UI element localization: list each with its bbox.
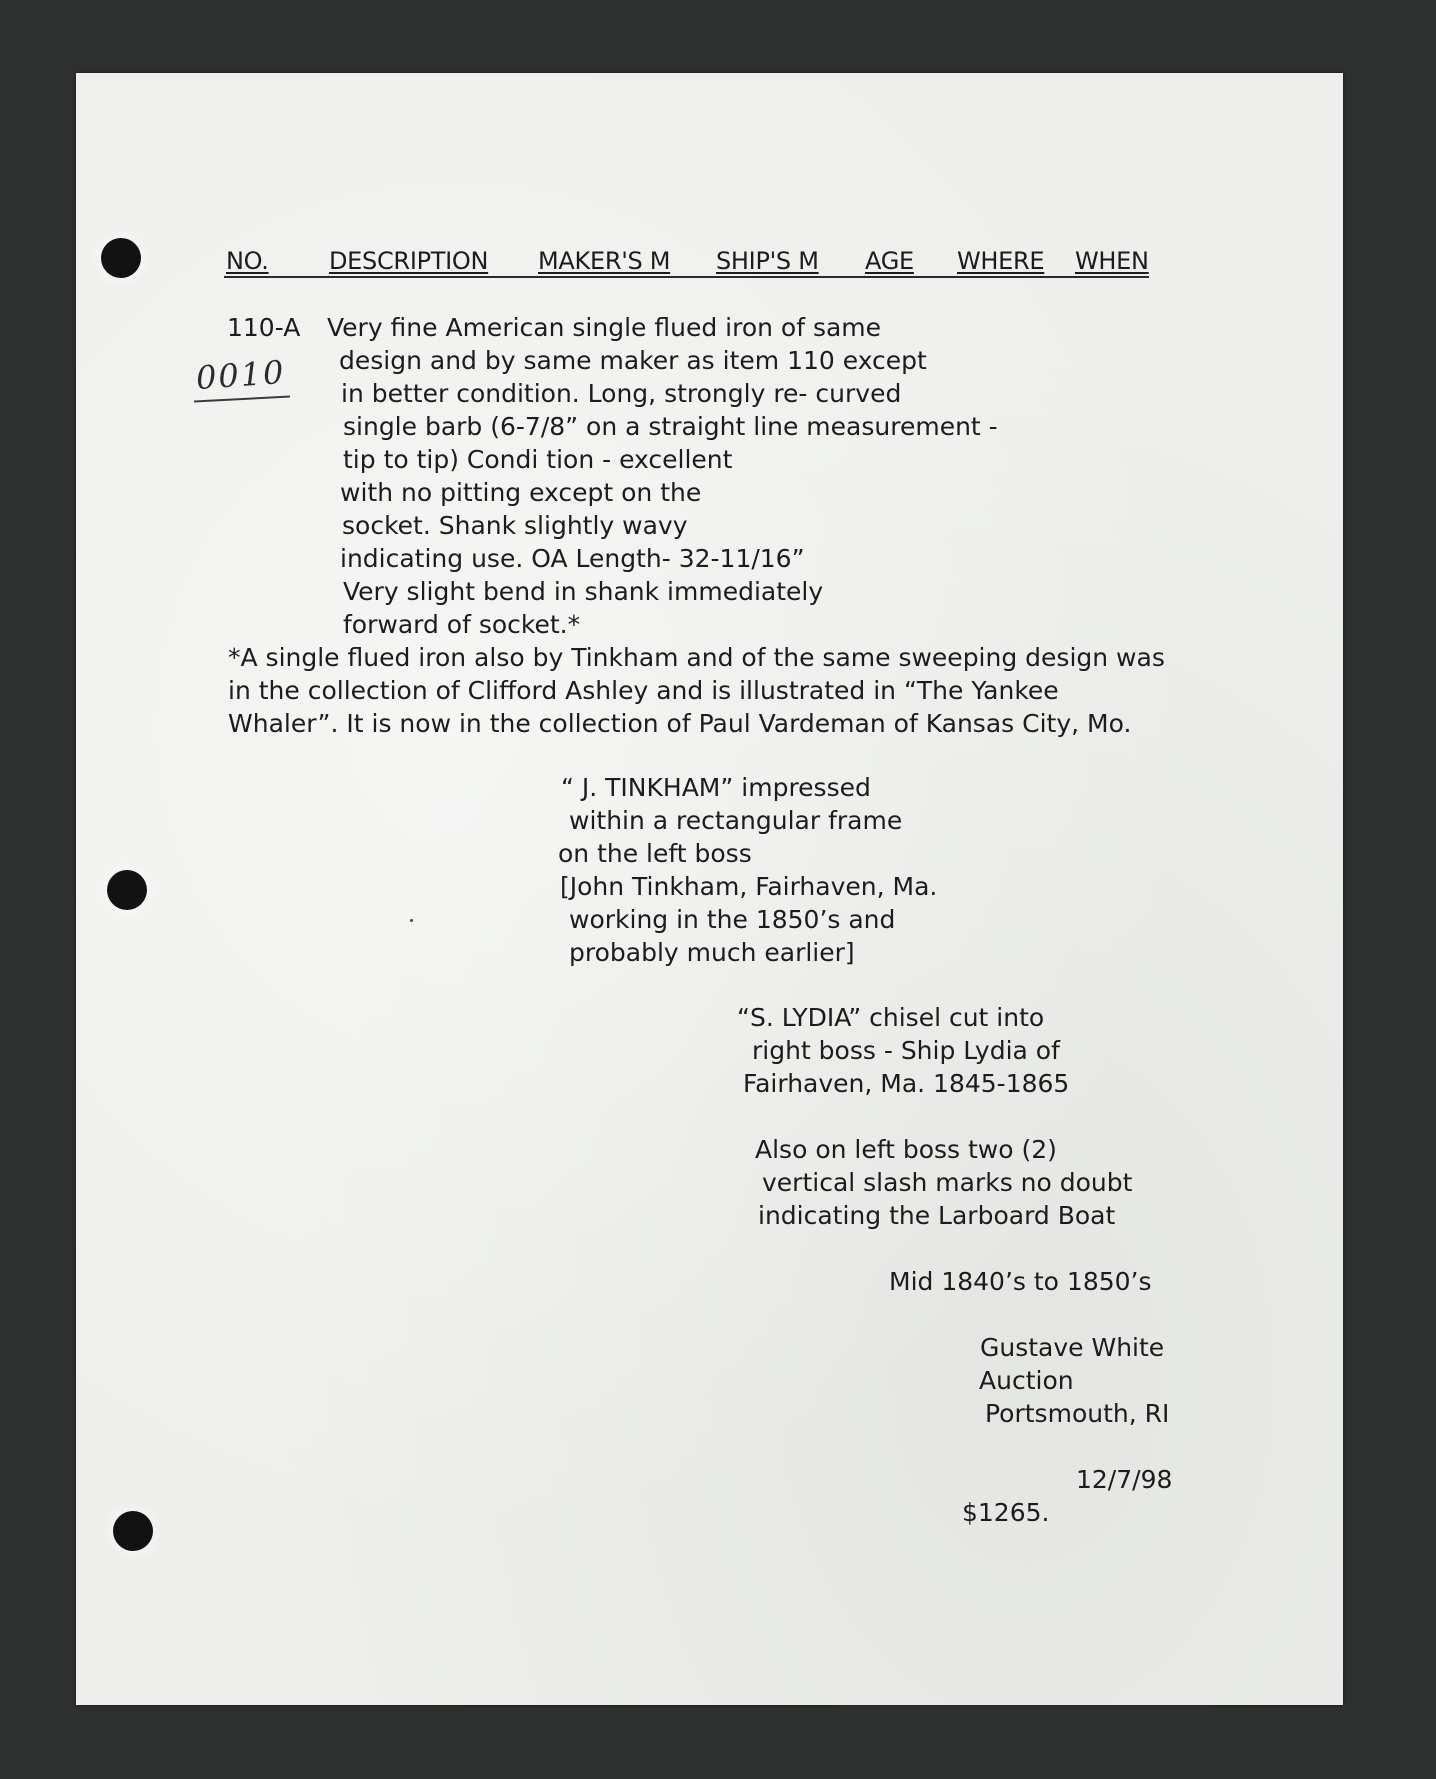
makers-mark-line: within a rectangular frame [569,806,903,835]
description-line: in better condition. Long, strongly re- curved [341,379,902,408]
header-description: DESCRIPTION [329,247,489,275]
where-line: Auction [979,1366,1074,1395]
makers-mark-line: probably much earlier] [569,938,855,967]
description-line: with no pitting except on the [340,478,702,507]
document-page [76,73,1343,1705]
ships-mark-line: “S. LYDIA” chisel cut into [737,1003,1045,1032]
paper-speck [410,919,413,922]
boat-mark-line: Also on left boss two (2) [755,1135,1057,1164]
description-line: Very fine American single flued iron of same [327,313,882,342]
handwritten-catalog-number: 0010 [194,352,287,398]
item-number: 110-A [227,313,301,342]
description-line: socket. Shank slightly wavy [342,511,688,540]
footnote-line: *A single flued iron also by Tinkham and of the same sweeping design was [228,643,1165,672]
header-no: NO. [226,247,269,275]
header-age: AGE [865,247,914,275]
description-line: design and by same maker as item 110 except [339,346,927,375]
header-when: WHEN [1075,247,1149,275]
makers-mark-line: on the left boss [558,839,752,868]
header-makers-mark: MAKER'S M [538,247,671,275]
makers-mark-line: “ J. TINKHAM” impressed [561,773,871,802]
description-line: single barb (6-7/8” on a straight line measurement - [343,412,998,441]
where-line: Gustave White [980,1333,1165,1362]
handwritten-underline [194,395,290,402]
binder-hole-bottom [113,1511,153,1551]
footnote-line: in the collection of Clifford Ashley and is illustrated in “The Yankee [228,676,1059,705]
binder-hole-middle [107,870,147,910]
description-line: forward of socket.* [343,610,581,639]
age-value: Mid 1840’s to 1850’s [889,1267,1152,1296]
ships-mark-line: right boss - Ship Lydia of [752,1036,1060,1065]
boat-mark-line: indicating the Larboard Boat [758,1201,1116,1230]
footnote-line: Whaler”. It is now in the collection of Paul Vardeman of Kansas City, Mo. [228,709,1132,738]
description-line: tip to tip) Condi tion - excellent [343,445,733,474]
header-underline [224,276,1149,278]
boat-mark-line: vertical slash marks no doubt [762,1168,1133,1197]
makers-mark-line: [John Tinkham, Fairhaven, Ma. [560,872,938,901]
header-where: WHERE [957,247,1045,275]
binder-hole-top [101,238,141,278]
price: $1265. [962,1498,1050,1527]
when-date: 12/7/98 [1076,1465,1173,1494]
description-line: Very slight bend in shank immediately [343,577,824,606]
makers-mark-line: working in the 1850’s and [569,905,896,934]
where-line: Portsmouth, RI [985,1399,1170,1428]
header-ships-mark: SHIP'S M [716,247,819,275]
description-line: indicating use. OA Length- 32-11/16” [340,544,805,573]
ships-mark-line: Fairhaven, Ma. 1845-1865 [743,1069,1070,1098]
